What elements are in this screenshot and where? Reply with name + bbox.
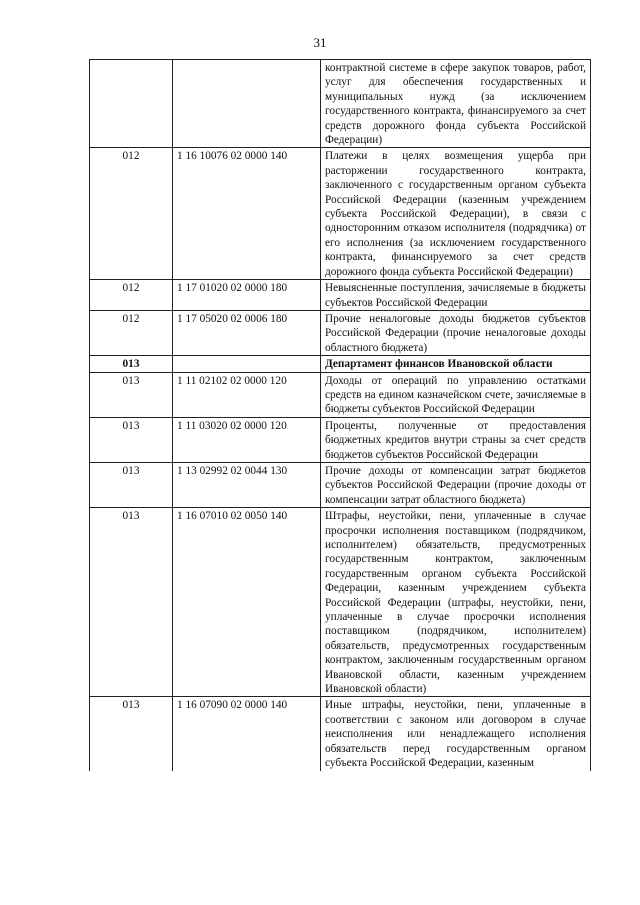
- table-row: [90, 280, 591, 311]
- budget-code-cell: 1 17 01020 02 0000 180: [173, 280, 321, 311]
- table-row: [90, 462, 591, 507]
- admin-code-cell: 013: [90, 508, 173, 697]
- budget-code-cell: 1 16 07090 02 0000 140: [173, 697, 321, 771]
- admin-code-cell: 012: [90, 310, 173, 355]
- table-row: [90, 508, 591, 697]
- table-row: [90, 60, 591, 148]
- budget-code-cell: 1 17 05020 02 0006 180: [173, 310, 321, 355]
- revenue-name-cell: Невыясненные поступления, зачисляемые в бюджеты субъектов Российской Федерации: [321, 280, 591, 311]
- budget-code-cell: [173, 60, 321, 148]
- page-number: 31: [313, 35, 327, 50]
- revenue-name-cell: Штрафы, неустойки, пени, уплаченные в случае просрочки исполнения поставщиком (подрядчиком, исполнителем) обязательств, предусмотренных государственным контрактом, заключенным государственным органом субъекта Российской Федерации, казенным учреждением субъекта Российской Федерации (штрафы, неустойки, пени, уплаченные в случае просрочки исполнения поставщиком (подрядчиком, исполнителем) обязательств, предусмотренных государственным контрактом, заключенным государственным органом Ивановской области, казенным учреждением Ивановской области): [321, 508, 591, 697]
- budget-code-cell: 1 16 10076 02 0000 140: [173, 148, 321, 280]
- revenue-name-cell: Доходы от операций по управлению остатками средств на едином казначейском счете, зачисляемые в бюджеты субъектов Российской Федерации: [321, 372, 591, 417]
- budget-code-cell: 1 11 03020 02 0000 120: [173, 417, 321, 462]
- admin-code-cell: 013: [90, 462, 173, 507]
- admin-code-cell: 013: [90, 372, 173, 417]
- admin-code-cell: 013: [90, 417, 173, 462]
- budget-code-cell: 1 13 02992 02 0044 130: [173, 462, 321, 507]
- admin-code-cell: [90, 60, 173, 148]
- table-row: [90, 372, 591, 417]
- revenue-name-cell: контрактной системе в сфере закупок товаров, работ, услуг для обеспечения государственных и муниципальных нужд (за исключением государственного контракта, финансируемого за счет средств дорожного фонда субъекта Российской Федерации): [321, 60, 591, 148]
- revenue-name-cell: Прочие неналоговые доходы бюджетов субъектов Российской Федерации (прочие неналоговые доходы областного бюджета): [321, 310, 591, 355]
- admin-code-cell: 013: [90, 697, 173, 771]
- budget-code-cell: 1 11 02102 02 0000 120: [173, 372, 321, 417]
- budget-code-cell: 1 16 07010 02 0050 140: [173, 508, 321, 697]
- table-row: [90, 310, 591, 355]
- budget-revenue-table: [89, 59, 591, 771]
- revenue-name-cell: Иные штрафы, неустойки, пени, уплаченные в соответствии с законом или договором в случае неисполнения или ненадлежащего исполнения обязательств перед государственным органом субъекта Российской Федерации, казенным: [321, 697, 591, 771]
- admin-code-cell: 012: [90, 280, 173, 311]
- admin-code-cell: 012: [90, 148, 173, 280]
- table-row: [90, 697, 591, 771]
- table-row: [90, 417, 591, 462]
- revenue-name-cell: Платежи в целях возмещения ущерба при расторжении государственного контракта, заключенного с государственным органом субъекта Российской Федерации (казенным учреждением субъекта Российской Федерации), в связи с односторонним отказом исполнителя (подрядчика) от его исполнения (за исключением государственного контракта, финансируемого за счет средств дорожного фонда субъекта Российской Федерации): [321, 148, 591, 280]
- budget-code-cell: [173, 356, 321, 372]
- revenue-name-cell: Департамент финансов Ивановской области: [321, 356, 591, 372]
- revenue-name-cell: Прочие доходы от компенсации затрат бюджетов субъектов Российской Федерации (прочие доходы от компенсации затрат областного бюджета): [321, 462, 591, 507]
- table-row: [90, 148, 591, 280]
- admin-code-cell: 013: [90, 356, 173, 372]
- revenue-name-cell: Проценты, полученные от предоставления бюджетных кредитов внутри страны за счет средств бюджетов субъектов Российской Федерации: [321, 417, 591, 462]
- table-section-row: [90, 356, 591, 372]
